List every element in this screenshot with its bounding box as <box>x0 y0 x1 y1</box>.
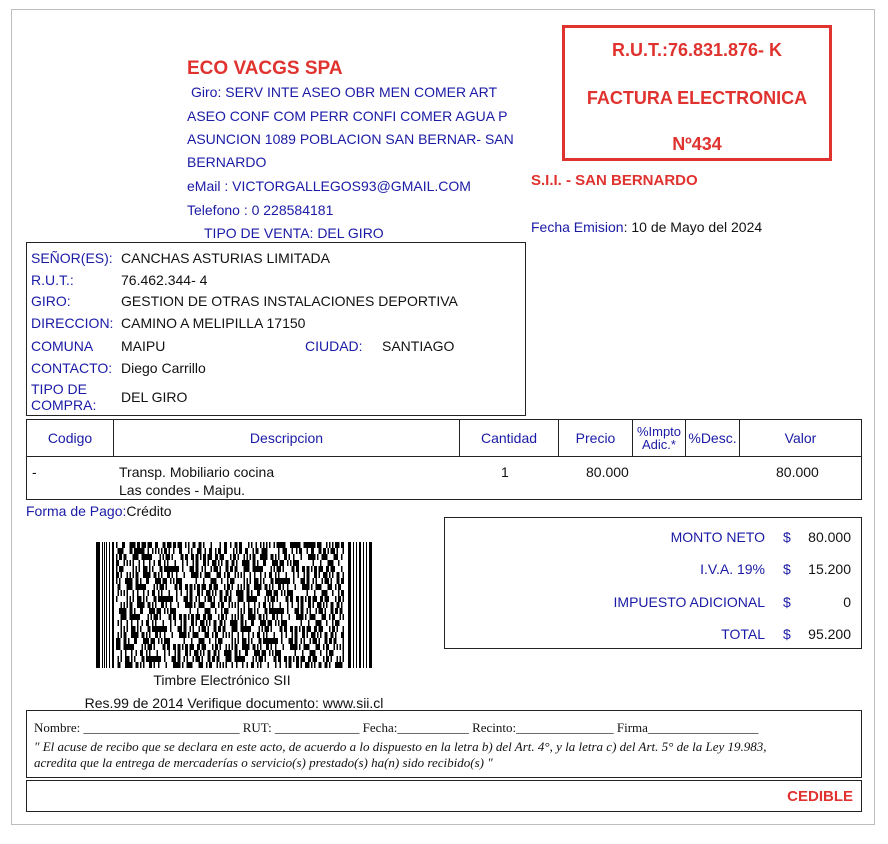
header-precio: Precio <box>559 420 633 456</box>
client-senor-label: SEÑOR(ES): <box>31 250 113 266</box>
client-tipo-compra-value: DEL GIRO <box>121 389 188 405</box>
total-value: 95.200 <box>808 626 851 642</box>
document-rut: R.U.T.:76.831.876- K <box>611 40 783 60</box>
header-impto-line1: %Impto <box>636 424 682 439</box>
pdf417-barcode-image <box>96 542 372 668</box>
total-neto-row <box>445 529 861 549</box>
client-tipo-compra-label-line1: TIPO DE <box>31 381 88 397</box>
row-cantidad: 1 <box>501 464 509 480</box>
total-label: TOTAL <box>721 626 765 642</box>
sii-office: S.I.I. - SAN BERNARDO <box>531 172 698 189</box>
emitter-address-line1: ASUNCION 1089 POBLACION SAN BERNAR- SAN <box>187 131 514 147</box>
client-ciudad-label: CIUDAD: <box>305 338 363 354</box>
receipt-legal-line1: " El acuse de recibo que se declara en este acto, de acuerdo a lo dispuesto en la letra b) del Art. 4°, y la letra c) del Art. 5° de la Ley 19.983, <box>34 739 767 754</box>
client-rut-value: 76.462.344- 4 <box>121 272 208 288</box>
iva-label: I.V.A. 19% <box>700 561 765 577</box>
receipt-acknowledgement-box <box>26 710 862 778</box>
client-direccion-label: DIRECCION: <box>31 315 114 331</box>
emitter-giro-line1: Giro: SERV INTE ASEO OBR MEN COMER ART <box>191 84 497 100</box>
items-header-row <box>27 420 861 457</box>
timbre-resolution: Res.99 de 2014 Verifique documento: www.sii.cl <box>84 695 384 711</box>
row-codigo: - <box>32 464 37 480</box>
row-precio: 80.000 <box>586 464 629 480</box>
emitter-giro-line2: ASEO CONF COM PERR CONFI COMER AGUA P <box>187 108 508 124</box>
client-senor-value: CANCHAS ASTURIAS LIMITADA <box>121 250 331 266</box>
issue-date-label: Fecha Emision <box>531 219 624 235</box>
total-row <box>445 626 861 646</box>
issue-date <box>531 219 762 235</box>
cedible-label: CEDIBLE <box>787 788 853 805</box>
total-iva-row <box>445 561 861 581</box>
header-cantidad: Cantidad <box>460 420 559 456</box>
adicional-currency: $ <box>783 594 791 610</box>
timbre-label: Timbre Electrónico SII <box>153 672 291 688</box>
client-contacto-label: CONTACTO: <box>31 360 113 376</box>
emitter-address-line2: BERNARDO <box>187 154 267 170</box>
issue-date-value: : 10 de Mayo del 2024 <box>623 219 763 235</box>
cedible-box <box>26 780 862 812</box>
header-valor: Valor <box>784 430 817 446</box>
client-comuna-label: COMUNA <box>31 338 94 354</box>
company-name: ECO VACGS SPA <box>187 58 343 79</box>
client-giro-value: GESTION DE OTRAS INSTALACIONES DEPORTIVA <box>121 293 458 309</box>
client-tipo-compra-label <box>31 381 96 413</box>
client-tipo-compra-label-line2: COMPRA: <box>31 397 97 413</box>
client-comuna-value: MAIPU <box>121 338 166 354</box>
document-type: FACTURA ELECTRONICA <box>586 88 808 108</box>
client-contacto-value: Diego Carrillo <box>121 360 206 376</box>
receipt-fields: Nombre: ________________________ RUT: _____________ Fecha:___________ Recinto:_______________ Firma_________________ <box>34 720 759 735</box>
items-table <box>26 419 862 500</box>
header-codigo: Codigo <box>27 420 114 456</box>
totals-box <box>444 517 862 649</box>
total-currency: $ <box>783 626 791 642</box>
neto-currency: $ <box>783 529 791 545</box>
adicional-value: 0 <box>843 594 851 610</box>
client-ciudad-value: SANTIAGO <box>382 338 455 354</box>
emitter-phone: Telefono : 0 228584181 <box>187 202 334 218</box>
payment-label: Forma de Pago: <box>26 503 127 519</box>
client-giro-label: GIRO: <box>31 293 71 309</box>
payment-method <box>26 503 172 519</box>
document-id-box <box>562 25 832 161</box>
emitter-sale-type: TIPO DE VENTA: DEL GIRO <box>204 225 384 241</box>
client-direccion-value: CAMINO A MELIPILLA 17150 <box>121 315 306 331</box>
document-number: Nº434 <box>672 134 722 154</box>
total-adicional-row <box>445 594 861 614</box>
row-descripcion-line1: Transp. Mobiliario cocina <box>119 464 275 480</box>
header-descripcion: Descripcion <box>114 420 460 456</box>
client-rut-label: R.U.T.: <box>31 272 74 288</box>
payment-value: Crédito <box>126 503 172 519</box>
adicional-label: IMPUESTO ADICIONAL <box>613 594 765 610</box>
client-box <box>26 242 526 416</box>
row-valor: 80.000 <box>776 464 819 480</box>
header-desc: %Desc. <box>686 420 740 456</box>
iva-currency: $ <box>783 561 791 577</box>
receipt-legal-text <box>34 739 854 771</box>
emitter-email: eMail : VICTORGALLEGOS93@GMAIL.COM <box>187 178 471 194</box>
row-descripcion-line2: Las condes - Maipu. <box>119 482 246 498</box>
receipt-legal-line2: acredita que la entrega de mercaderías o servicio(s) prestado(s) ha(n) sido recibido(s) " <box>34 755 493 770</box>
iva-value: 15.200 <box>808 561 851 577</box>
header-impto-line2: Adic.* <box>642 437 676 452</box>
header-impto <box>633 420 686 456</box>
neto-label: MONTO NETO <box>670 529 765 545</box>
neto-value: 80.000 <box>808 529 851 545</box>
